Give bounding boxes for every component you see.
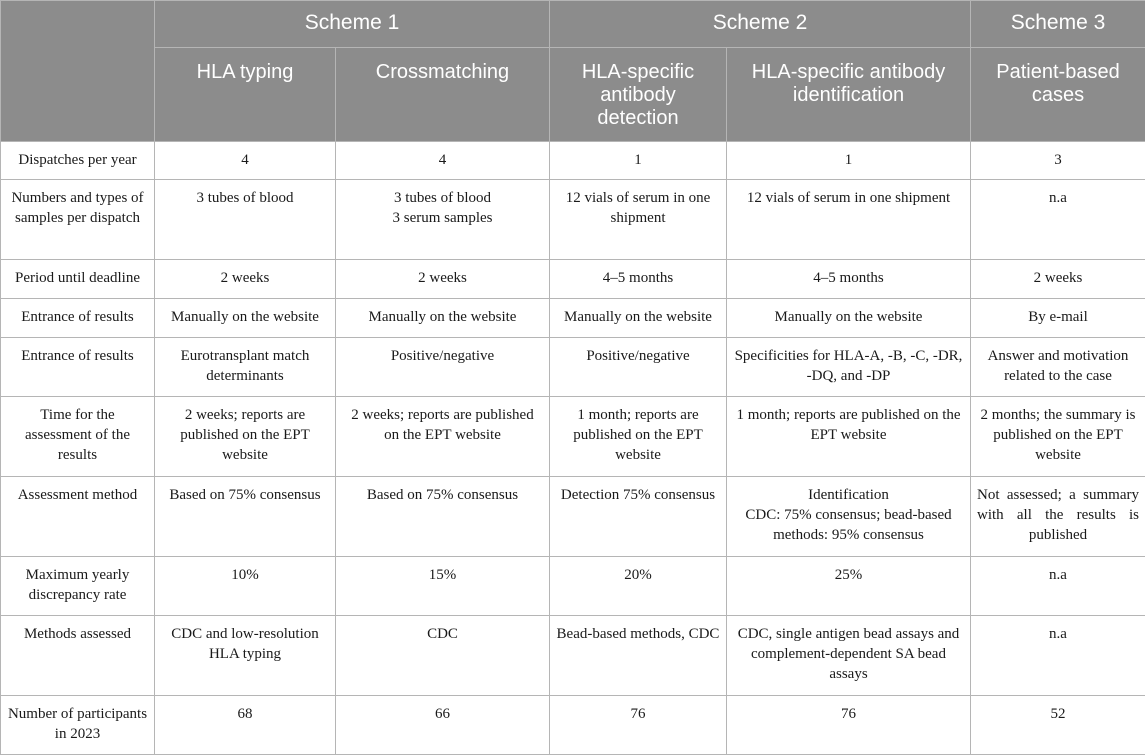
table-cell: Specificities for HLA-A, -B, -C, -DR, -DQ, and -DP [727, 338, 971, 397]
column-header-row [1, 48, 1145, 142]
table-cell: 2 weeks; reports are published on the EPT website [155, 397, 336, 477]
table-cell: Bead-based methods, CDC [550, 616, 727, 696]
table-cell: CDC [336, 616, 550, 696]
table-cell: 4 [155, 142, 336, 180]
table-cell: n.a [971, 180, 1145, 260]
table-row [1, 142, 1145, 180]
table-cell: Manually on the website [727, 299, 971, 338]
row-label: Entrance of results [1, 299, 155, 338]
table-cell: Identification CDC: 75% consensus; bead-based methods: 95% consensus [727, 477, 971, 557]
table-cell: Based on 75% consensus [155, 477, 336, 557]
table-cell: Manually on the website [336, 299, 550, 338]
table-cell: 20% [550, 557, 727, 616]
table-cell: 10% [155, 557, 336, 616]
table-cell: 3 tubes of blood 3 serum samples [336, 180, 550, 260]
row-label: Assessment method [1, 477, 155, 557]
row-label: Numbers and types of samples per dispatch [1, 180, 155, 260]
table-header [1, 1, 1145, 142]
table-cell: 76 [727, 696, 971, 755]
table-row [1, 397, 1145, 477]
table-cell: 2 weeks; reports are published on the EPT website [336, 397, 550, 477]
table-row [1, 299, 1145, 338]
table-cell: 2 weeks [155, 260, 336, 299]
table-row [1, 616, 1145, 696]
table-body [1, 142, 1145, 755]
row-label: Maximum yearly discrepancy rate [1, 557, 155, 616]
table-cell: n.a [971, 616, 1145, 696]
table-row [1, 260, 1145, 299]
column-header-hla-typing: HLA typing [155, 48, 336, 142]
table-cell: 3 [971, 142, 1145, 180]
table-cell: Positive/negative [336, 338, 550, 397]
table-cell: 68 [155, 696, 336, 755]
row-label: Number of participants in 2023 [1, 696, 155, 755]
row-label: Entrance of results [1, 338, 155, 397]
scheme-1-header: Scheme 1 [155, 1, 550, 48]
table-cell: 4–5 months [550, 260, 727, 299]
table-cell: By e-mail [971, 299, 1145, 338]
table-cell: Eurotransplant match determinants [155, 338, 336, 397]
table-cell: n.a [971, 557, 1145, 616]
scheme-2-header: Scheme 2 [550, 1, 971, 48]
table-cell: Manually on the website [550, 299, 727, 338]
column-header-crossmatching: Crossmatching [336, 48, 550, 142]
table-row [1, 557, 1145, 616]
table-cell: CDC and low-resolution HLA typing [155, 616, 336, 696]
table-cell: Answer and motivation related to the case [971, 338, 1145, 397]
scheme-header-row [1, 1, 1145, 48]
header-corner-lower [1, 48, 155, 142]
table-cell: 1 month; reports are published on the EPT website [727, 397, 971, 477]
table-cell: 52 [971, 696, 1145, 755]
table-row [1, 338, 1145, 397]
table-cell: 1 [727, 142, 971, 180]
table-cell: Manually on the website [155, 299, 336, 338]
row-label: Period until deadline [1, 260, 155, 299]
table-row [1, 696, 1145, 755]
table-cell: 12 vials of serum in one shipment [727, 180, 971, 260]
table-cell: 25% [727, 557, 971, 616]
table-cell: CDC, single antigen bead assays and complement-dependent SA bead assays [727, 616, 971, 696]
table-row [1, 180, 1145, 260]
table-cell: Detection 75% consensus [550, 477, 727, 557]
table-cell: 66 [336, 696, 550, 755]
table-cell: 4–5 months [727, 260, 971, 299]
table-cell: 15% [336, 557, 550, 616]
row-label: Dispatches per year [1, 142, 155, 180]
table-cell: 3 tubes of blood [155, 180, 336, 260]
table-cell: 2 months; the summary is published on the EPT website [971, 397, 1145, 477]
scheme-3-header: Scheme 3 [971, 1, 1145, 48]
column-header-antibody-identification: HLA-specific antibody identification [727, 48, 971, 142]
row-label: Methods assessed [1, 616, 155, 696]
table-cell: 76 [550, 696, 727, 755]
column-header-antibody-detection: HLA-specific antibody detection [550, 48, 727, 142]
table-cell: 2 weeks [336, 260, 550, 299]
table-cell: 1 [550, 142, 727, 180]
table-cell: Not assessed; a summary with all the results is published [971, 477, 1145, 557]
table-cell: 4 [336, 142, 550, 180]
table-cell: Based on 75% consensus [336, 477, 550, 557]
table-row [1, 477, 1145, 557]
table-cell: 12 vials of serum in one shipment [550, 180, 727, 260]
table-cell: 2 weeks [971, 260, 1145, 299]
table-cell: Positive/negative [550, 338, 727, 397]
header-corner [1, 1, 155, 48]
table-cell: 1 month; reports are published on the EPT website [550, 397, 727, 477]
row-label: Time for the assessment of the results [1, 397, 155, 477]
column-header-patient-cases: Patient-based cases [971, 48, 1145, 142]
